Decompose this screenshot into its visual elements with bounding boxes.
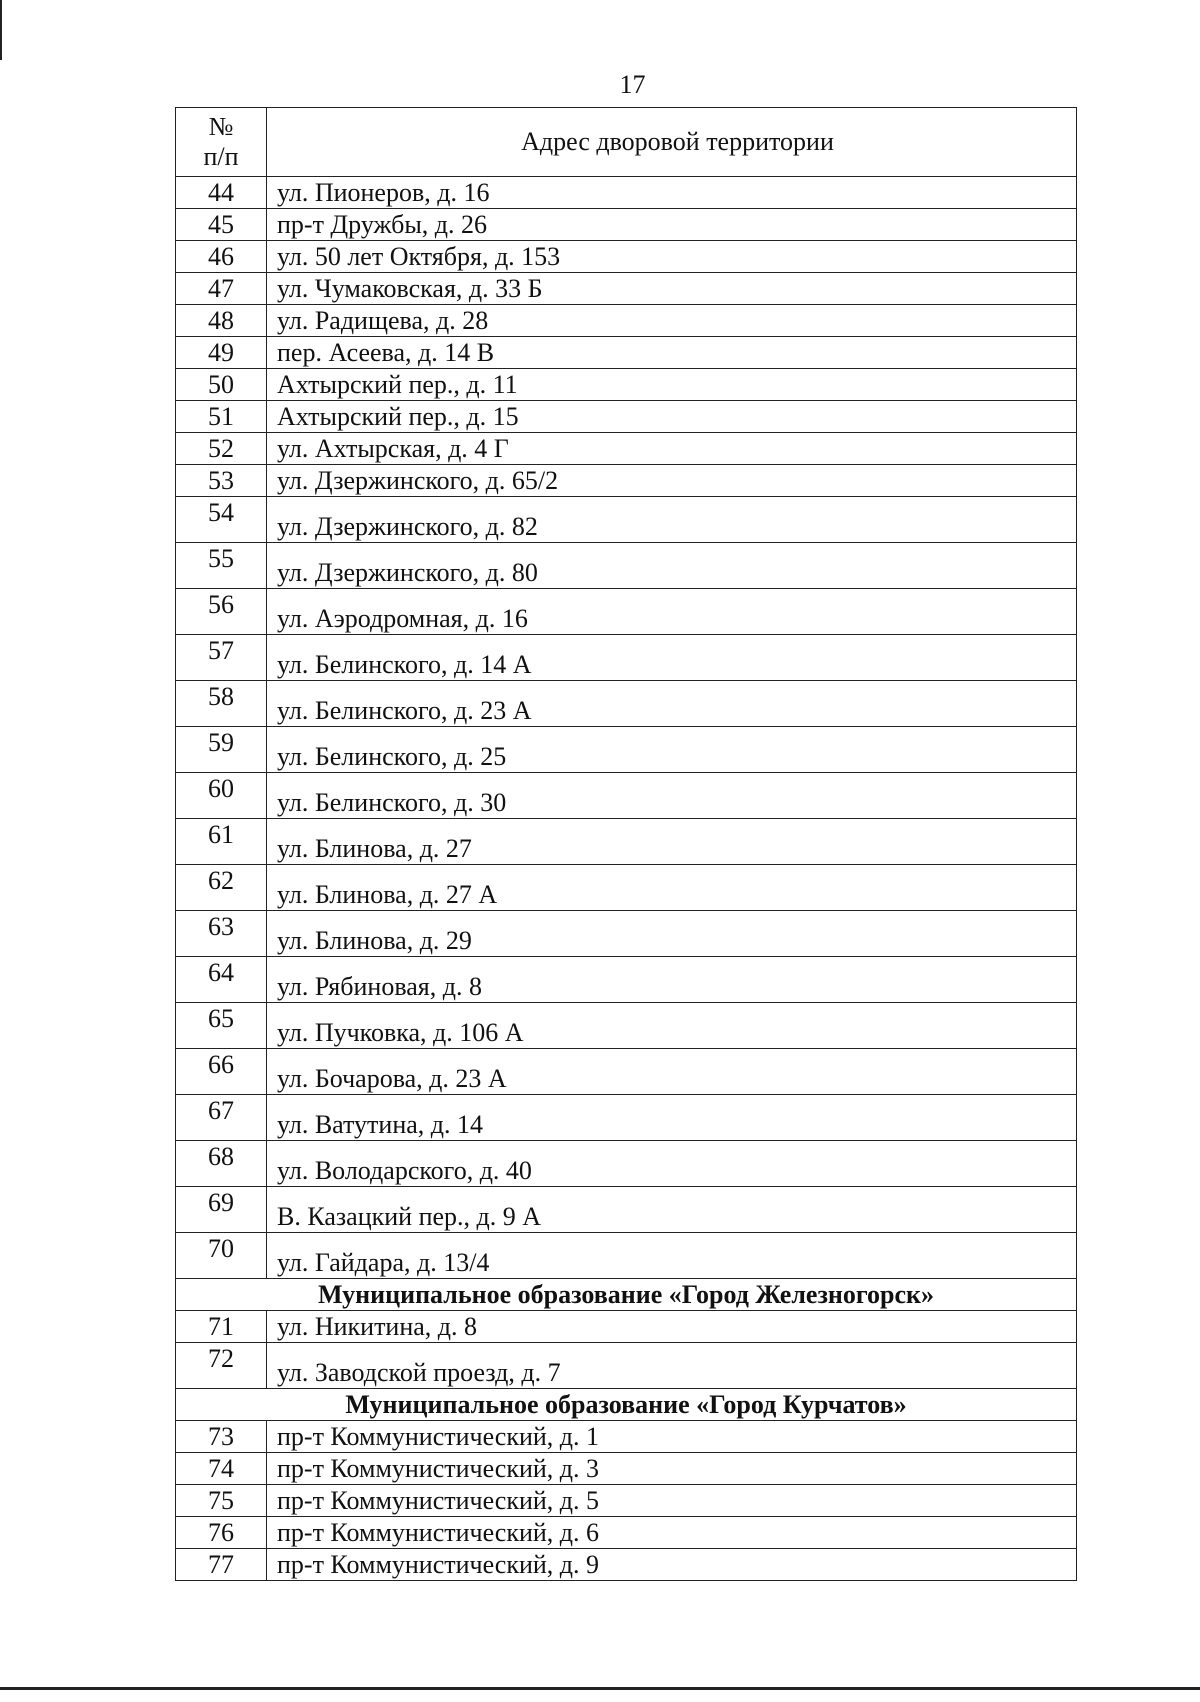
table-row (176, 1003, 1077, 1049)
table-row (176, 1485, 1077, 1517)
row-address: ул. Рябиновая, д. 8 (267, 957, 1077, 1003)
row-number: 53 (176, 465, 267, 497)
row-number: 59 (176, 727, 267, 773)
row-address: ул. Белинского, д. 30 (267, 773, 1077, 819)
row-number: 60 (176, 773, 267, 819)
row-number: 66 (176, 1049, 267, 1095)
column-header-address: Адрес дворовой территории (267, 108, 1077, 177)
page-number: 17 (619, 70, 646, 99)
table-row (176, 209, 1077, 241)
row-number: 65 (176, 1003, 267, 1049)
row-address: ул. Ахтырская, д. 4 Г (267, 433, 1077, 465)
table-row (176, 1233, 1077, 1279)
table-row (176, 1311, 1077, 1343)
row-address: ул. Бочарова, д. 23 А (267, 1049, 1077, 1095)
row-number: 48 (176, 305, 267, 337)
row-address: В. Казацкий пер., д. 9 А (267, 1187, 1077, 1233)
row-address: ул. Блинова, д. 29 (267, 911, 1077, 957)
row-address: ул. Дзержинского, д. 65/2 (267, 465, 1077, 497)
row-address: ул. Дзержинского, д. 80 (267, 543, 1077, 589)
row-address: ул. Пучковка, д. 106 А (267, 1003, 1077, 1049)
row-address: пр-т Коммунистический, д. 6 (267, 1517, 1077, 1549)
table-row (176, 401, 1077, 433)
table-row (176, 1517, 1077, 1549)
table-row (176, 911, 1077, 957)
row-address: Ахтырский пер., д. 11 (267, 369, 1077, 401)
table-row (176, 773, 1077, 819)
table-row (176, 305, 1077, 337)
table-row (176, 1141, 1077, 1187)
table-row (176, 1453, 1077, 1485)
row-address: ул. Белинского, д. 23 А (267, 681, 1077, 727)
table-row (176, 241, 1077, 273)
table-row (176, 1187, 1077, 1233)
table-row (176, 1343, 1077, 1389)
row-number: 71 (176, 1311, 267, 1343)
section-row-kurchatov (176, 1389, 1077, 1421)
row-number: 68 (176, 1141, 267, 1187)
row-number: 74 (176, 1453, 267, 1485)
table-row (176, 273, 1077, 305)
row-number: 77 (176, 1549, 267, 1581)
row-number: 54 (176, 497, 267, 543)
row-number: 75 (176, 1485, 267, 1517)
table-header-row (176, 108, 1077, 177)
table-row (176, 727, 1077, 773)
table-row (176, 635, 1077, 681)
column-header-number-line2: п/п (203, 142, 239, 171)
section-row-zheleznogorsk (176, 1279, 1077, 1311)
row-address: пр-т Коммунистический, д. 9 (267, 1549, 1077, 1581)
row-address: ул. Блинова, д. 27 А (267, 865, 1077, 911)
row-address: ул. Дзержинского, д. 82 (267, 497, 1077, 543)
row-address: пр-т Коммунистический, д. 1 (267, 1421, 1077, 1453)
row-number: 47 (176, 273, 267, 305)
row-address: ул. Блинова, д. 27 (267, 819, 1077, 865)
table-row (176, 681, 1077, 727)
row-number: 72 (176, 1343, 267, 1389)
row-address: пер. Асеева, д. 14 В (267, 337, 1077, 369)
row-address: пр-т Дружбы, д. 26 (267, 209, 1077, 241)
row-number: 52 (176, 433, 267, 465)
row-number: 64 (176, 957, 267, 1003)
section-title: Муниципальное образование «Город Курчатов» (176, 1389, 1077, 1421)
table-row (176, 433, 1077, 465)
row-address: ул. Никитина, д. 8 (267, 1311, 1077, 1343)
row-address: ул. Володарского, д. 40 (267, 1141, 1077, 1187)
row-number: 57 (176, 635, 267, 681)
row-number: 73 (176, 1421, 267, 1453)
table-row (176, 465, 1077, 497)
row-address: ул. Гайдара, д. 13/4 (267, 1233, 1077, 1279)
table-row (176, 865, 1077, 911)
table-row (176, 1421, 1077, 1453)
row-number: 76 (176, 1517, 267, 1549)
scan-edge-mark-bottom (0, 1687, 1200, 1690)
table-row (176, 819, 1077, 865)
table-row (176, 957, 1077, 1003)
row-address: ул. Пионеров, д. 16 (267, 177, 1077, 209)
row-number: 58 (176, 681, 267, 727)
table-row (176, 1095, 1077, 1141)
row-address: ул. Аэродромная, д. 16 (267, 589, 1077, 635)
section-title: Муниципальное образование «Город Железногорск» (176, 1279, 1077, 1311)
column-header-number-line1: № (208, 112, 234, 141)
table-row (176, 337, 1077, 369)
row-number: 67 (176, 1095, 267, 1141)
column-header-number (176, 108, 267, 177)
table-row (176, 497, 1077, 543)
scan-edge-mark (0, 0, 2, 60)
table-row (176, 1049, 1077, 1095)
row-number: 44 (176, 177, 267, 209)
row-address: ул. Ватутина, д. 14 (267, 1095, 1077, 1141)
row-number: 56 (176, 589, 267, 635)
table-row (176, 1549, 1077, 1581)
row-number: 63 (176, 911, 267, 957)
table-row (176, 589, 1077, 635)
row-number: 69 (176, 1187, 267, 1233)
address-table (175, 107, 1077, 1581)
row-number: 49 (176, 337, 267, 369)
row-address: Ахтырский пер., д. 15 (267, 401, 1077, 433)
row-address: пр-т Коммунистический, д. 3 (267, 1453, 1077, 1485)
row-address: ул. Радищева, д. 28 (267, 305, 1077, 337)
row-number: 51 (176, 401, 267, 433)
table-row (176, 177, 1077, 209)
table-row (176, 543, 1077, 589)
row-address: ул. Белинского, д. 25 (267, 727, 1077, 773)
row-number: 46 (176, 241, 267, 273)
row-number: 70 (176, 1233, 267, 1279)
row-address: ул. Белинского, д. 14 А (267, 635, 1077, 681)
row-number: 45 (176, 209, 267, 241)
row-address: ул. Чумаковская, д. 33 Б (267, 273, 1077, 305)
row-number: 61 (176, 819, 267, 865)
row-number: 55 (176, 543, 267, 589)
table-row (176, 369, 1077, 401)
row-number: 62 (176, 865, 267, 911)
row-address: ул. 50 лет Октября, д. 153 (267, 241, 1077, 273)
row-address: ул. Заводской проезд, д. 7 (267, 1343, 1077, 1389)
row-number: 50 (176, 369, 267, 401)
row-address: пр-т Коммунистический, д. 5 (267, 1485, 1077, 1517)
